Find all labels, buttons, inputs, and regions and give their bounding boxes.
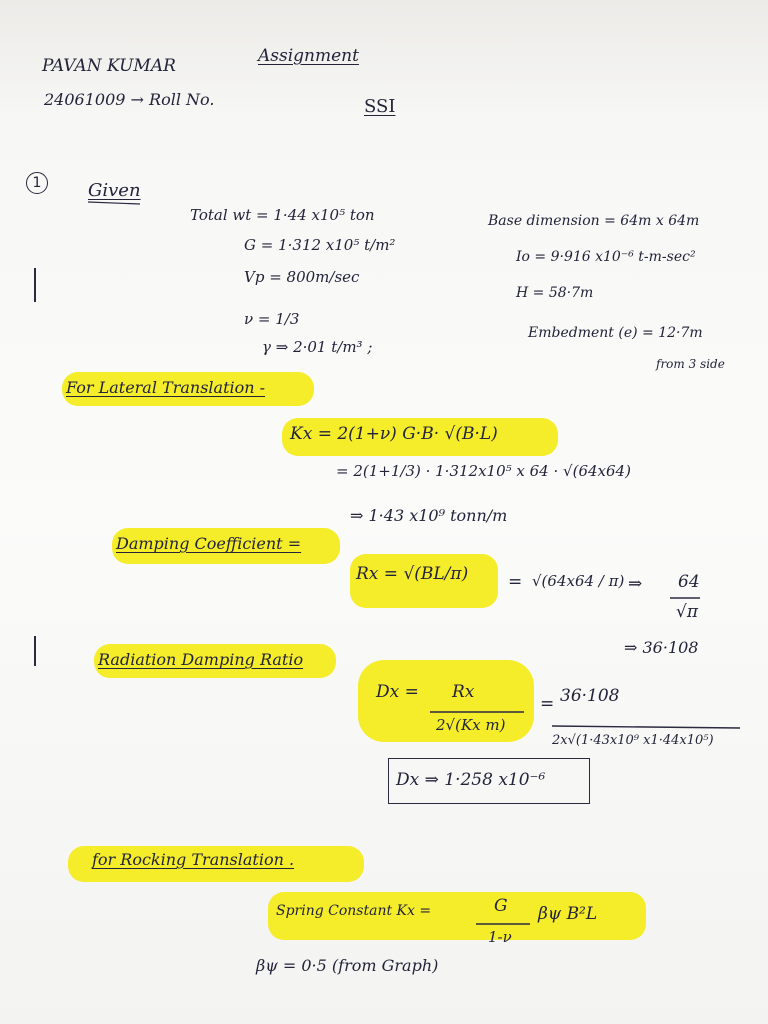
dx-sub-fraction-bar bbox=[552, 726, 740, 728]
rx-substitution: √(64x64 / π) bbox=[532, 572, 625, 590]
kx-formula: Kx = 2(1+ν) G·B· √(B·L) bbox=[290, 424, 498, 444]
question-number: 1 bbox=[26, 172, 48, 194]
rocking-heading: for Rocking Translation . bbox=[92, 850, 295, 869]
given-base-dimension: Base dimension = 64m x 64m bbox=[488, 213, 700, 229]
dx-sub-numerator: 36·108 bbox=[560, 686, 620, 706]
lateral-heading: For Lateral Translation - bbox=[66, 378, 266, 397]
rx-result: ⇒ 36·108 bbox=[624, 638, 699, 657]
spring-denominator: 1-ν bbox=[488, 928, 512, 946]
rx-fraction-numerator: 64 bbox=[678, 572, 700, 592]
spring-constant-label: Spring Constant Kx = bbox=[276, 903, 432, 919]
dx-lhs: Dx = bbox=[376, 682, 419, 702]
dx-numerator: Rx bbox=[452, 682, 475, 702]
dx-sub-denominator: 2x√(1·43x10⁹ x1·44x10⁵) bbox=[552, 733, 714, 748]
radiation-heading: Radiation Damping Ratio bbox=[98, 650, 304, 669]
given-height: H = 58·7m bbox=[516, 285, 594, 301]
page-title: Assignment bbox=[258, 46, 359, 66]
rx-formula: Rx = √(BL/π) bbox=[356, 564, 469, 584]
damping-heading: Damping Coefficient = bbox=[116, 534, 302, 553]
given-moment-inertia: Io = 9·916 x10⁻⁶ t-m-sec² bbox=[516, 249, 696, 265]
dx-denominator: 2√(Kx m) bbox=[436, 716, 506, 734]
given-embedment: Embedment (e) = 12·7m bbox=[528, 325, 703, 341]
dx-equals: = bbox=[540, 694, 555, 714]
given-embedment-note: from 3 side bbox=[656, 357, 725, 371]
student-name: PAVAN KUMAR bbox=[42, 56, 176, 76]
given-wave-velocity: Vp = 800m/sec bbox=[244, 268, 360, 286]
given-label: Given bbox=[88, 180, 141, 201]
beta-value: βψ = 0·5 (from Graph) bbox=[256, 956, 439, 975]
kx-substitution: = 2(1+1/3) · 1·312x10⁵ x 64 · √(64x64) bbox=[336, 462, 631, 480]
spring-tail: βψ B²L bbox=[538, 904, 598, 924]
kx-result: ⇒ 1·43 x10⁹ tonn/m bbox=[350, 506, 508, 525]
given-total-weight: Total wt = 1·44 x10⁵ ton bbox=[190, 206, 375, 224]
given-shear-modulus: G = 1·312 x10⁵ t/m² bbox=[244, 236, 396, 254]
roll-number: 24061009 → Roll No. bbox=[44, 90, 215, 109]
dx-result: Dx ⇒ 1·258 x10⁻⁶ bbox=[396, 770, 546, 790]
rx-arrow: ⇒ bbox=[628, 574, 643, 594]
given-underline bbox=[88, 202, 140, 204]
given-unit-weight: γ ⇒ 2·01 t/m³ ; bbox=[262, 338, 373, 356]
subject: SSI bbox=[364, 96, 396, 117]
given-poisson-ratio: ν = 1/3 bbox=[244, 310, 300, 328]
rx-equals: = bbox=[508, 572, 523, 592]
spring-numerator: G bbox=[494, 896, 508, 916]
rx-fraction-denominator: √π bbox=[676, 602, 699, 622]
